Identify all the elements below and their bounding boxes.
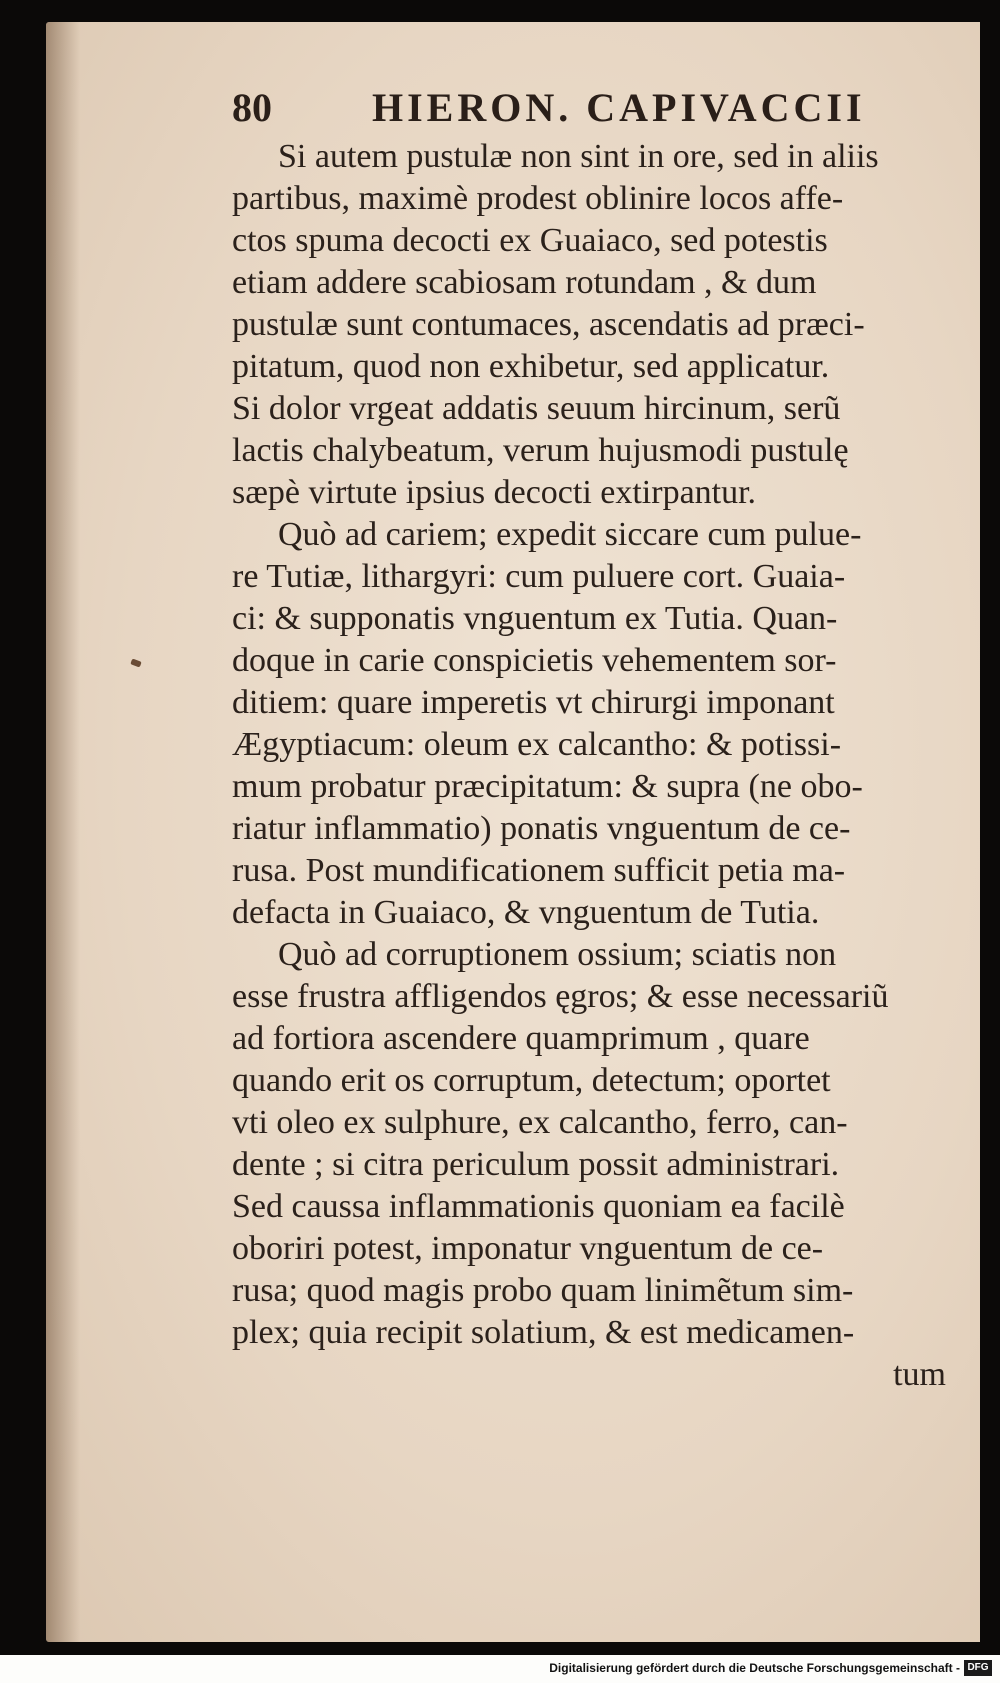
text-line: Sed caussa inflammationis quoniam ea facilè bbox=[232, 1188, 845, 1225]
text-line: rusa. Post mundificationem sufficit petia ma- bbox=[232, 852, 846, 889]
text-line: Si dolor vrgeat addatis seuum hircinum, serũ bbox=[232, 390, 841, 427]
running-head bbox=[232, 80, 912, 136]
text-line: quando erit os corruptum, detectum; oportet bbox=[232, 1062, 831, 1099]
text-line: pustulæ sunt contumaces, ascendatis ad præci- bbox=[232, 306, 865, 343]
text-line: Quò ad cariem; expedit siccare cum pulue- bbox=[278, 516, 862, 553]
text-line: ditiem: quare imperetis vt chirurgi imponant bbox=[232, 684, 835, 721]
text-line: riatur inflammatio) ponatis vnguentum de ce- bbox=[232, 810, 851, 847]
scan-edge bbox=[980, 0, 1000, 1655]
text-line: defacta in Guaiaco, & vnguentum de Tutia. bbox=[232, 894, 820, 931]
text-line: etiam addere scabiosam rotundam , & dum bbox=[232, 264, 817, 301]
text-line: esse frustra affligendos ęgros; & esse necessariũ bbox=[232, 978, 889, 1015]
text-line: pitatum, quod non exhibetur, sed applicatur. bbox=[232, 348, 830, 385]
text-line: Ægyptiacum: oleum ex calcantho: & potissi- bbox=[232, 726, 842, 763]
text-line: lactis chalybeatum, verum hujusmodi pustulę bbox=[232, 432, 849, 469]
text-line: ad fortiora ascendere quamprimum , quare bbox=[232, 1020, 810, 1057]
running-title: HIERON. CAPIVACCII bbox=[372, 85, 866, 130]
digitization-credit: Digitalisierung gefördert durch die Deutsche Forschungsgemeinschaft - bbox=[549, 1661, 960, 1675]
text-line: plex; quia recipit solatium, & est medicamen- bbox=[232, 1314, 855, 1351]
text-line: Quò ad corruptionem ossium; sciatis non bbox=[278, 936, 837, 973]
text-line: doque in carie conspicietis vehementem sor- bbox=[232, 642, 837, 679]
text-line: re Tutiæ, lithargyri: cum puluere cort. Guaia- bbox=[232, 558, 846, 595]
text-line: Si autem pustulæ non sint in ore, sed in aliis bbox=[278, 138, 879, 175]
text-line: oboriri potest, imponatur vnguentum de ce- bbox=[232, 1230, 824, 1267]
catchword: tum bbox=[893, 1356, 946, 1393]
text-line: partibus, maximè prodest oblinire locos affe- bbox=[232, 180, 844, 217]
text-line: sæpè virtute ipsius decocti extirpantur. bbox=[232, 474, 757, 511]
text-line: ctos spuma decocti ex Guaiaco, sed potestis bbox=[232, 222, 828, 259]
body-text bbox=[232, 136, 952, 1396]
text-line: mum probatur præcipitatum: & supra (ne obo- bbox=[232, 768, 863, 805]
text-line: rusa; quod magis probo quam linimẽtum sim- bbox=[232, 1272, 854, 1309]
page-number: 80 bbox=[232, 85, 272, 130]
text-line: vti oleo ex sulphure, ex calcantho, ferro, can- bbox=[232, 1104, 848, 1141]
page-gutter-shadow bbox=[46, 22, 80, 1642]
text-line: dente ; si citra periculum possit administrari. bbox=[232, 1146, 840, 1183]
text-line: ci: & supponatis vnguentum ex Tutia. Quan- bbox=[232, 600, 838, 637]
dfg-logo: DFG bbox=[964, 1660, 992, 1676]
